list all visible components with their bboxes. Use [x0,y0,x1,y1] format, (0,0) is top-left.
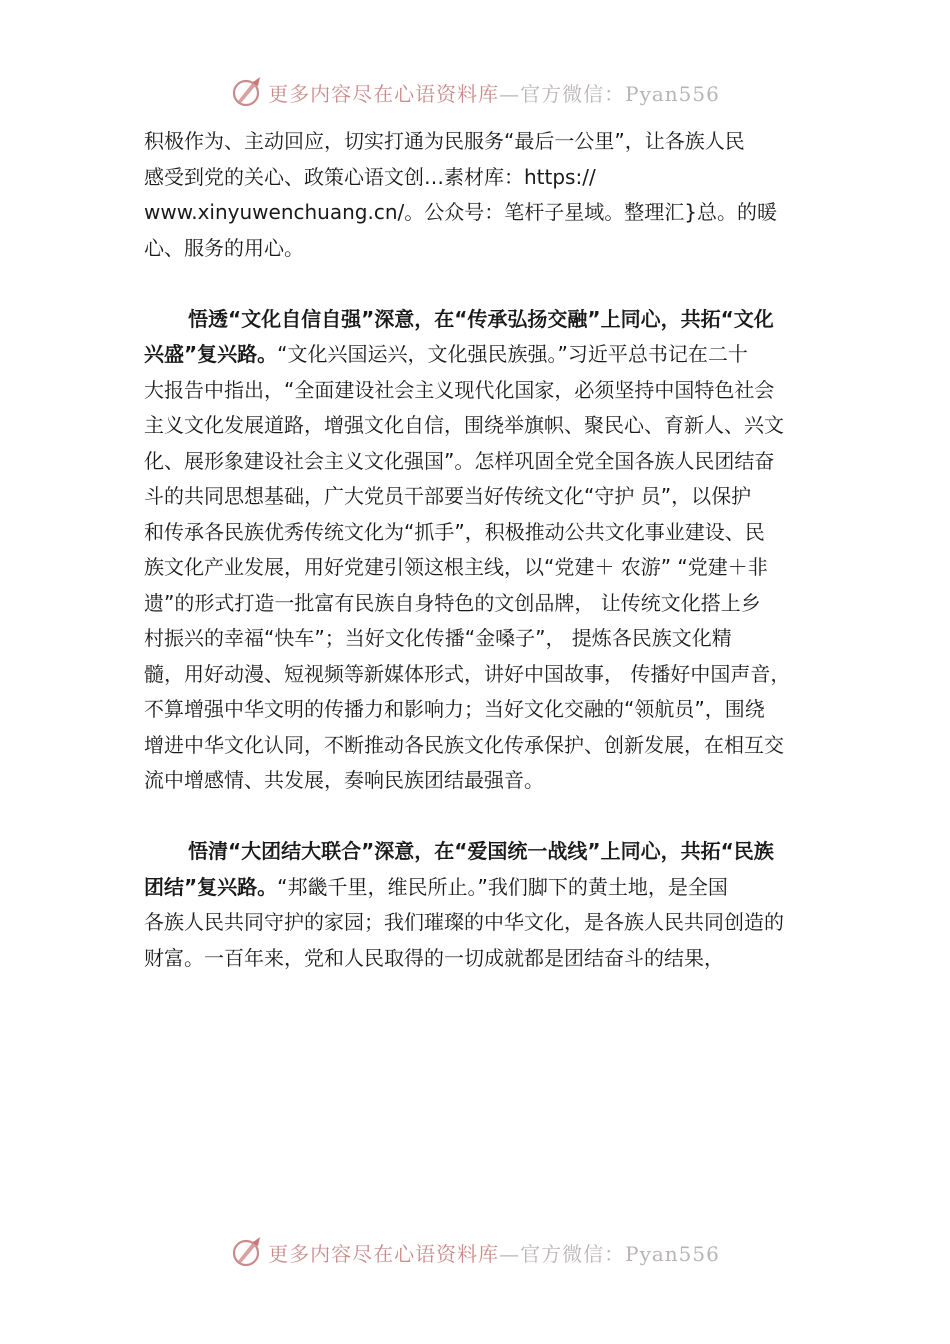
para2-heading-end: 兴盛”复兴路。 [144,342,278,366]
para2-line7: 和传承各民族优秀传统文化为“抓手”，积极推动公共文化事业建设、民 [144,519,765,544]
para3-line2 [144,870,820,906]
para2-line5: 化、展形象建设社会主义文化强国”。怎样巩固全党全国各族人民团结奋 [144,448,775,473]
para3-heading-end: 团结”复兴路。 [144,874,278,899]
para1-line4: 心、服务的用心。 [144,235,304,260]
paragraph-spacer [144,799,820,835]
para1-line1: 积极作为、主动回应，切实打通为民服务“最后一公里”，让各族人民 [144,129,745,153]
para2-line9: 遗”的形式打造一批富有民族自身特色的文创品牌， 让传统文化搭上乡 [144,590,761,615]
watermark-text: 更多内容尽在心语资料库—官方微信：Pyan556 [268,1241,720,1266]
para2-line2-text: “文化兴国运兴，文化强民族强。”习近平总书记在二十 [277,342,748,366]
footer-watermark-banner [0,1232,950,1272]
para2-line13: 增进中华文化认同，不断推动各民族文化传承保护、创新发展，在相互交 [144,732,784,757]
para2-line3: 大报告中指出，“全面建设社会主义现代化国家，必须坚持中国特色社会 [144,377,775,402]
para3-line4: 财富。一百年来，党和人民取得的一切成就都是团结奋斗的结果， [144,945,724,970]
para2-line6: 斗的共同思想基础，广大党员干部要当好传统文化“守护 员”，以保护 [144,484,752,508]
para1-line2: 感受到党的关心、政策心语文创…素材库：https:// [144,164,596,189]
para1-line3: www.xinyuwenchuang.cn/。公众号：笔杆子星域。整理汇}总。的暖 [144,200,777,224]
para2-heading-line1: 悟透“文化自信自强”深意，在“传承弘扬交融”上同心，共拓“文化 [188,306,774,331]
para2-line8: 族文化产业发展，用好党建引领这根主线，以“党建＋ 农游” “党建＋非 [144,555,768,579]
para2-line4: 主义文化发展道路，增强文化自信，围绕举旗帜、聚民心、育新人、兴文 [144,413,784,437]
para3-heading-line1: 悟清“大团结大联合”深意，在“爱国统一战线”上同心，共拓“民族 [188,839,774,863]
watermark-text: 更多内容尽在心语资料库—官方微信：Pyan556 [268,81,720,106]
paragraph-spacer [144,266,820,302]
quill-logo-icon [230,75,264,109]
para3-line2-text: “邦畿千里，维民所止。”我们脚下的黄土地，是全国 [277,874,728,899]
para2-line11: 髓，用好动漫、短视频等新媒体形式，讲好中国故事， 传播好中国声音， [144,661,791,686]
para2-line2 [144,337,820,373]
document-body [144,124,820,976]
para2-line12: 不算增强中华文明的传播力和影响力；当好文化交融的“领航员”，围绕 [144,697,765,721]
para3-line3: 各族人民共同守护的家园；我们璀璨的中华文化，是各族人民共同创造的 [144,910,784,934]
para2-line14: 流中增感情、共发展，奏响民族团结最强音。 [144,768,544,792]
para2-line10: 村振兴的幸福“快车”；当好文化传播“金嗓子”， 提炼各民族文化精 [144,626,732,650]
header-watermark-banner [0,72,950,112]
quill-logo-icon [230,1235,264,1269]
